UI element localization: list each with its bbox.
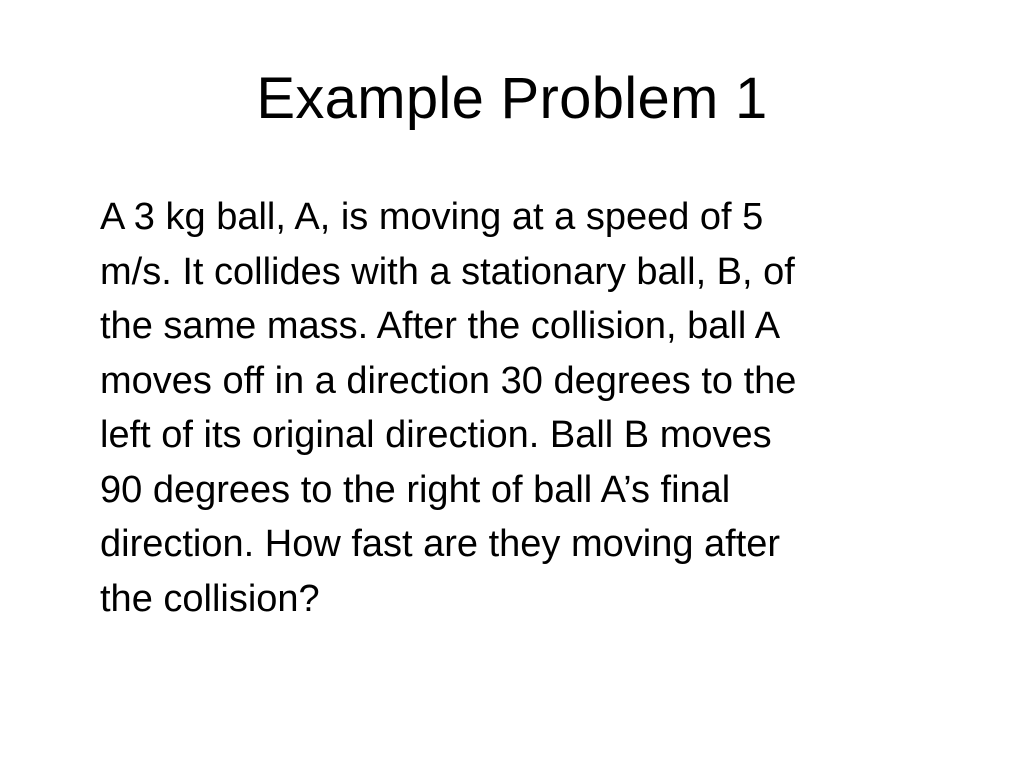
problem-text-line: the same mass. After the collision, ball A xyxy=(100,305,781,347)
problem-text xyxy=(100,190,950,626)
problem-text-line: direction. How fast are they moving after xyxy=(100,523,781,565)
slide-title: Example Problem 1 xyxy=(256,66,768,131)
problem-text-line: m/s. It collides with a stationary ball, B, of xyxy=(100,250,795,293)
problem-text-line: moves off in a direction 30 degrees to the xyxy=(100,359,797,402)
problem-text-line: 90 degrees to the right of ball A’s final xyxy=(100,468,731,511)
problem-text-line: A 3 kg ball, A, is moving at a speed of 5 xyxy=(100,196,764,238)
problem-text-line: the collision? xyxy=(100,577,320,620)
problem-text-line: left of its original direction. Ball B moves xyxy=(100,414,772,456)
